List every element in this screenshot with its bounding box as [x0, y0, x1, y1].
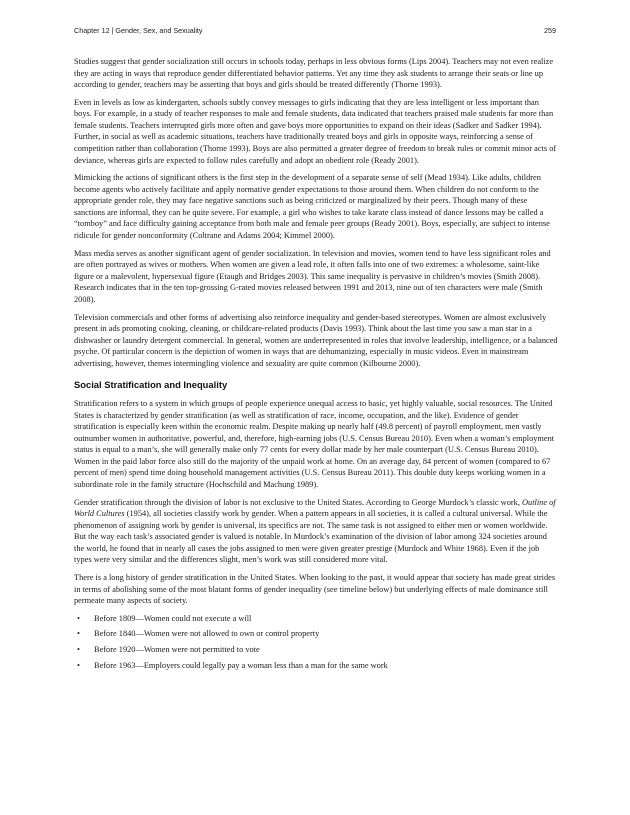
page-body	[74, 56, 558, 675]
chapter-title: Chapter 12 | Gender, Sex, and Sexuality	[74, 26, 203, 35]
bullet: •	[77, 629, 80, 639]
paragraph-text: (1954), all societies classify work by gender. When a pattern appears in all societies, it is called a cultural universal. While the phenomenon of assigning work by gender is universal, its specifics are not. The same task is not assigned to either men or women worldwide. But the way each task’s associated gender is valued is notable. In Murdock’s examination of the division of labor among 324 societies around the world, he found that in nearly all cases the jobs assigned to men were given greater prestige (Murdock and White 1968). Even if the job types were very similar and the differences slight, men’s work was still considered more vital.	[74, 509, 548, 565]
paragraph-mass-media: Mass media serves as another significant agent of gender socialization. In television and movies, women tend to have less significant roles and are often portrayed as wives or mothers. When women are given a lead role, it often falls into one of two extremes: a wholesome, saint-like figure or a malevolent, hypersexual figure (Etaugh and Bridges 2003). This same inequality is pervasive in children’s movies (Smith 2008). Research indicates that in the ten top-grossing G-rated movies released between 1991 and 2013, nine out of ten characters were male (Smith 2008).	[74, 248, 551, 304]
book-title: Outline of World Cultures	[74, 497, 556, 519]
bullet: •	[77, 645, 80, 655]
list-item-text: Before 1920—Women were not permitted to vote	[94, 645, 260, 655]
list-item	[74, 613, 558, 625]
list-item	[74, 644, 558, 656]
list-item	[74, 660, 558, 672]
bullet: •	[77, 660, 80, 670]
timeline-list	[74, 613, 558, 671]
list-item	[74, 628, 558, 640]
paragraph-kindergarten: Even in levels as low as kindergarten, schools subtly convey messages to girls indicating that they are less intelligent or less important than boys. For example, in a study of teacher responses to male and female students, data indicated that teachers praised male students far more than female students. Teachers interrupted girls more often and gave boys more opportunities to expand on their ideas (Sadker and Sadker 1994). Further, in social as well as academic situations, teachers have traditionally treated boys and girls in opposite ways, reinforcing a sense of competition rather than collaboration (Thorne 1993). Boys are also permitted a greater degree of freedom to break rules or commit minor acts of deviance, whereas girls are expected to follow rules carefully and adopt an obedient role (Ready 2001).	[74, 97, 557, 165]
section-heading: Social Stratification and Inequality	[74, 379, 228, 391]
list-item-text: Before 1840—Women were not allowed to own or control property	[94, 629, 320, 639]
list-item-text: Before 1963—Employers could legally pay a woman less than a man for the same work	[94, 660, 388, 670]
paragraph-history: There is a long history of gender stratification in the United States. When looking to the past, it would appear that society has made great strides in terms of abolishing some of the most blatant forms of gender inequality (see timeline below) but underlying effects of male dominance still permeate many aspects of society.	[74, 573, 556, 606]
paragraph-advertising: Television commercials and other forms of advertising also reinforce inequality and gender-based stereotypes. Women are almost exclusively present in ads promoting cooking, cleaning, or childcare-related products (Davis 1993). Think about the last time you saw a man star in a dishwasher or laundry detergent commercial. In general, women are underrepresented in roles that involve leadership, intelligence, or a balanced psyche. Of particular concern is the depiction of women in ways that are dehumanizing, especially in music videos. Even in mainstream advertising, however, themes intermingling violence and sexuality are quite common (Kilbourne 2000).	[74, 312, 558, 368]
paragraph-stratification: Stratification refers to a system in which groups of people experience unequal access to basic, yet highly valuable, social resources. The United States is characterized by gender stratification (as well as stratification of race, income, occupation, and the like). Evidence of gender stratification is especially keen within the economic realm. Despite making up nearly half (49.8 percent) of payroll employment, men vastly outnumber women in authoritative, powerful, and, therefore, high-earning jobs (U.S. Census Bureau 2010). Even when a woman’s employment status is equal to a man’s, she will generally make only 77 cents for every dollar made by her male counterpart (U.S. Census Bureau 2010). Women in the paid labor force also still do the majority of the unpaid work at home. On an average day, 84 percent of women (compared to 67 percent of men) spend time doing household management activities (U.S. Census Bureau 2011). This double duty keeps working women in a subordinate role in the family structure (Hochschild and Machung 1989).	[74, 398, 555, 489]
bullet: •	[77, 613, 80, 623]
paragraph-significant-others: Mimicking the actions of significant others is the first step in the development of a separate sense of self (Mead 1934). Like adults, children become agents who actively facilitate and apply normative gender expectations to those around them. When children do not conform to the appropriate gender role, they may face negative sanctions such as being criticized or marginalized by their peers. Though many of these sanctions are informal, they can be quite severe. For example, a girl who wishes to take karate class instead of dance lessons may be called a “tomboy” and face difficulty gaining acceptance from both male and female peer groups (Ready 2001). Boys, especially, are subject to intense ridicule for gender nonconformity (Coltrane and Adams 2004; Kimmel 2000).	[74, 173, 550, 241]
page-number: 259	[544, 26, 556, 35]
list-item-text: Before 1809—Women could not execute a will	[94, 613, 252, 623]
paragraph-division-of-labor	[74, 497, 558, 566]
page-header	[74, 26, 556, 38]
paragraph-school-socialization: Studies suggest that gender socialization still occurs in schools today, perhaps in less obvious forms (Lips 2004). Teachers may not even realize they are acting in ways that reproduce gender differentiated behavior patterns. Yet any time they ask students to arrange their seats or line up according to gender, teachers may be asserting that boys and girls should be treated differently (Thorne 1993).	[74, 57, 554, 90]
paragraph-text: Gender stratification through the division of labor is not exclusive to the United States. According to George Murdock’s classic work,	[74, 497, 522, 507]
